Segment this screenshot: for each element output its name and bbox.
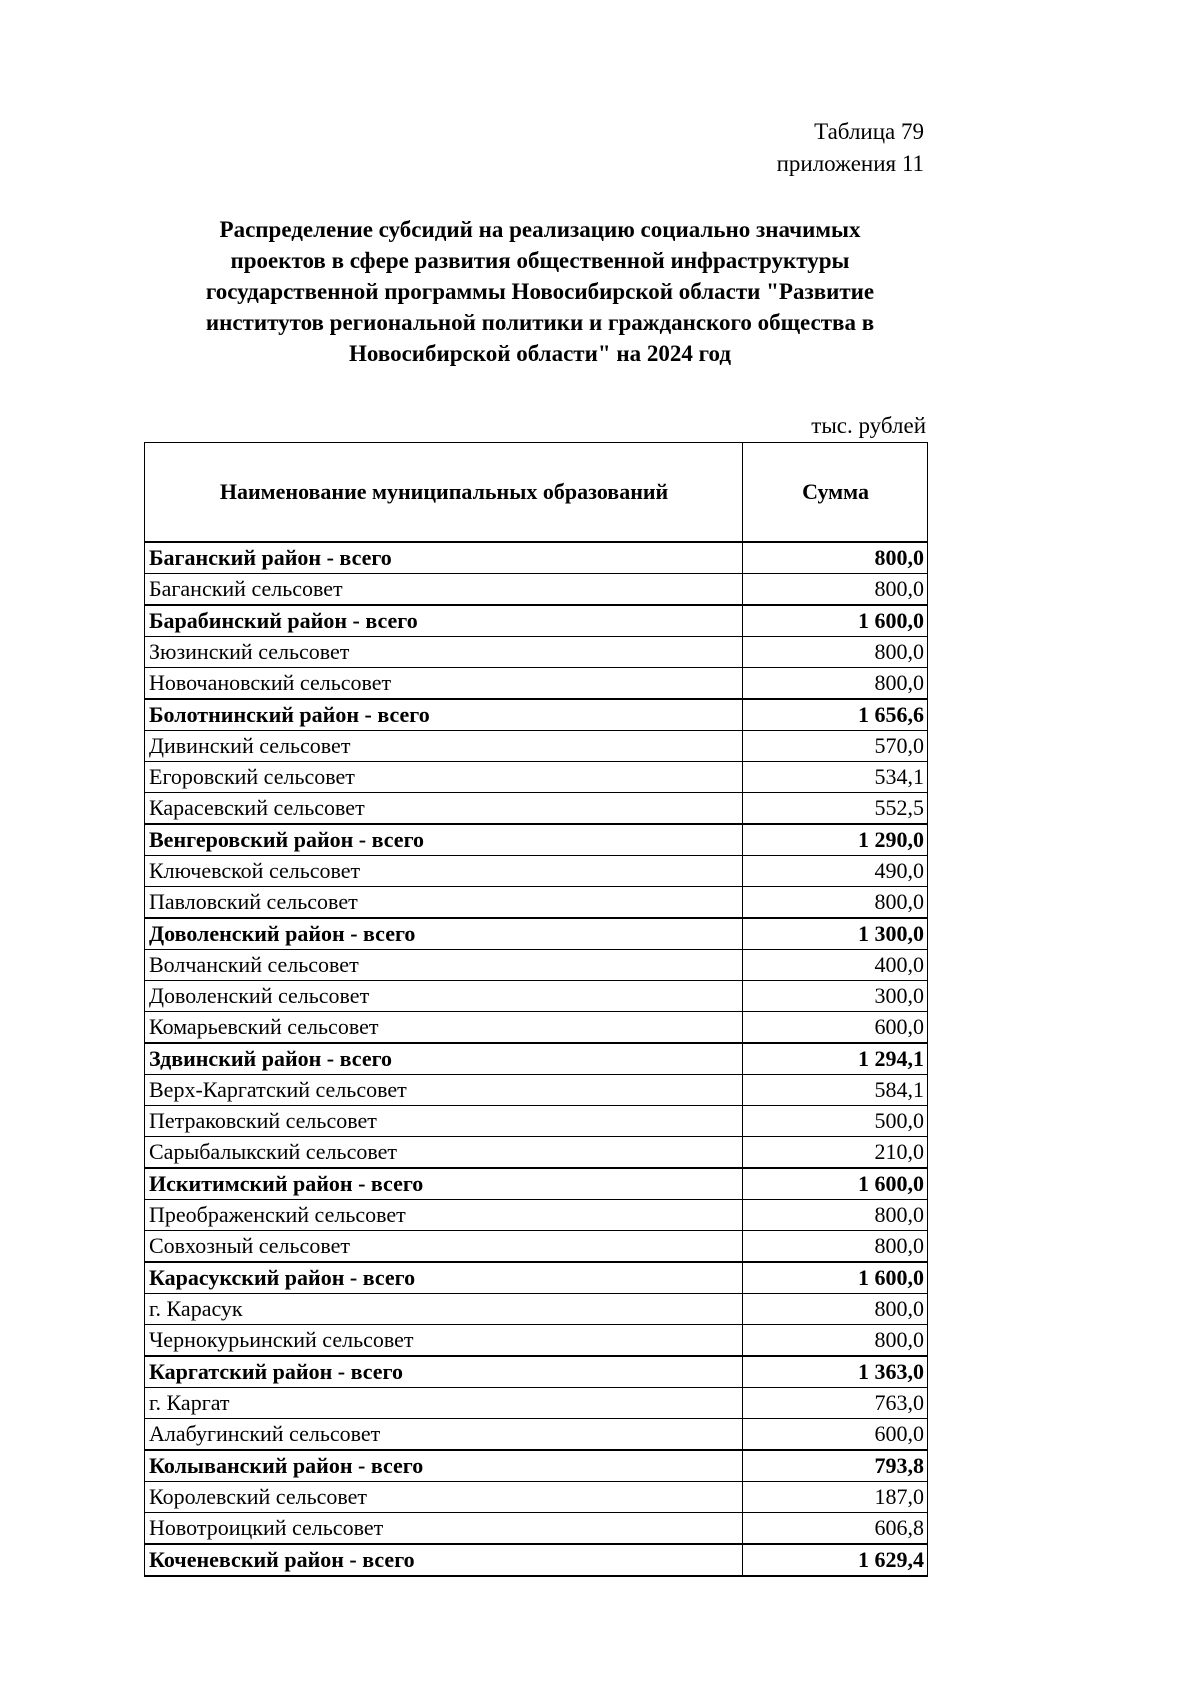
subsidy-amount: 570,0 <box>743 731 928 762</box>
municipality-name: Искитимский район - всего <box>145 1168 743 1200</box>
municipality-name: Здвинский район - всего <box>145 1043 743 1075</box>
municipality-name: Новочановский сельсовет <box>145 668 743 700</box>
municipality-name: Колыванский район - всего <box>145 1450 743 1482</box>
municipality-name: Болотнинский район - всего <box>145 699 743 731</box>
district-total-row <box>145 699 928 731</box>
subsidy-amount: 1 656,6 <box>743 699 928 731</box>
settlement-row <box>145 1200 928 1231</box>
settlement-row <box>145 731 928 762</box>
municipality-name: Преображенский сельсовет <box>145 1200 743 1231</box>
municipality-name: Карасевский сельсовет <box>145 793 743 825</box>
subsidy-amount: 793,8 <box>743 1450 928 1482</box>
appendix-number: приложения 11 <box>776 151 924 176</box>
title-line: Распределение субсидий на реализацию социально значимых <box>219 217 861 242</box>
title-line: институтов региональной политики и гражданского общества в <box>205 310 875 335</box>
units-label: тыс. рублей <box>811 413 926 438</box>
settlement-row <box>145 1075 928 1106</box>
settlement-row <box>145 1106 928 1137</box>
municipality-name: Баганский сельсовет <box>145 574 743 606</box>
subsidy-table <box>144 442 928 1577</box>
district-total-row <box>145 1043 928 1075</box>
settlement-row <box>145 887 928 919</box>
settlement-row <box>145 1012 928 1044</box>
subsidy-amount: 534,1 <box>743 762 928 793</box>
settlement-row <box>145 1388 928 1419</box>
subsidy-amount: 800,0 <box>743 1231 928 1263</box>
municipality-name: Комарьевский сельсовет <box>145 1012 743 1044</box>
municipality-name: Ключевской сельсовет <box>145 856 743 887</box>
subsidy-amount: 800,0 <box>743 1200 928 1231</box>
subsidy-amount: 1 363,0 <box>743 1356 928 1388</box>
subsidy-amount: 800,0 <box>743 1325 928 1357</box>
title-line: Новосибирской области" на 2024 год <box>349 341 731 366</box>
document-title <box>140 214 940 369</box>
municipality-name: Дивинский сельсовет <box>145 731 743 762</box>
settlement-row <box>145 1513 928 1545</box>
subsidy-amount: 763,0 <box>743 1388 928 1419</box>
district-total-row <box>145 1168 928 1200</box>
municipality-name: Зюзинский сельсовет <box>145 637 743 668</box>
column-header-sum: Сумма <box>743 443 928 543</box>
municipality-name: Каргатский район - всего <box>145 1356 743 1388</box>
table-reference <box>777 116 924 180</box>
municipality-name: Сарыбалыкский сельсовет <box>145 1137 743 1169</box>
subsidy-amount: 800,0 <box>743 574 928 606</box>
subsidy-amount: 1 629,4 <box>743 1544 928 1576</box>
subsidy-amount: 600,0 <box>743 1012 928 1044</box>
municipality-name: Совхозный сельсовет <box>145 1231 743 1263</box>
settlement-row <box>145 856 928 887</box>
title-line: проектов в сфере развития общественной инфраструктуры <box>230 248 850 273</box>
municipality-name: Карасукский район - всего <box>145 1262 743 1294</box>
subsidy-amount: 490,0 <box>743 856 928 887</box>
municipality-name: Новотроицкий сельсовет <box>145 1513 743 1545</box>
municipality-name: Баганский район - всего <box>145 542 743 574</box>
title-line: государственной программы Новосибирской области "Развитие <box>205 279 875 304</box>
municipality-name: Доволенский сельсовет <box>145 981 743 1012</box>
subsidy-amount: 606,8 <box>743 1513 928 1545</box>
settlement-row <box>145 981 928 1012</box>
municipality-name: г. Карасук <box>145 1294 743 1325</box>
municipality-name: Волчанский сельсовет <box>145 950 743 981</box>
subsidy-amount: 1 600,0 <box>743 1168 928 1200</box>
subsidy-amount: 300,0 <box>743 981 928 1012</box>
district-total-row <box>145 542 928 574</box>
subsidy-amount: 600,0 <box>743 1419 928 1451</box>
municipality-name: Егоровский сельсовет <box>145 762 743 793</box>
municipality-name: Алабугинский сельсовет <box>145 1419 743 1451</box>
municipality-name: Венгеровский район - всего <box>145 824 743 856</box>
table-body <box>145 542 928 1576</box>
subsidy-amount: 584,1 <box>743 1075 928 1106</box>
district-total-row <box>145 918 928 950</box>
municipality-name: Павловский сельсовет <box>145 887 743 919</box>
table-number: Таблица 79 <box>814 119 924 144</box>
subsidy-amount: 187,0 <box>743 1482 928 1513</box>
municipality-name: Коченевский район - всего <box>145 1544 743 1576</box>
subsidy-amount: 800,0 <box>743 1294 928 1325</box>
district-total-row <box>145 824 928 856</box>
subsidy-amount: 1 600,0 <box>743 1262 928 1294</box>
municipality-name: Петраковский сельсовет <box>145 1106 743 1137</box>
municipality-name: Верх-Каргатский сельсовет <box>145 1075 743 1106</box>
municipality-name: Королевский сельсовет <box>145 1482 743 1513</box>
settlement-row <box>145 950 928 981</box>
settlement-row <box>145 1419 928 1451</box>
subsidy-amount: 800,0 <box>743 542 928 574</box>
subsidy-amount: 1 294,1 <box>743 1043 928 1075</box>
subsidy-amount: 400,0 <box>743 950 928 981</box>
district-total-row <box>145 1544 928 1576</box>
table-header-row <box>145 443 928 543</box>
district-total-row <box>145 1356 928 1388</box>
settlement-row <box>145 793 928 825</box>
settlement-row <box>145 1231 928 1263</box>
subsidy-amount: 800,0 <box>743 637 928 668</box>
column-header-name: Наименование муниципальных образований <box>145 443 743 543</box>
municipality-name: г. Каргат <box>145 1388 743 1419</box>
municipality-name: Барабинский район - всего <box>145 605 743 637</box>
subsidy-amount: 210,0 <box>743 1137 928 1169</box>
settlement-row <box>145 1294 928 1325</box>
settlement-row <box>145 668 928 700</box>
subsidy-amount: 800,0 <box>743 668 928 700</box>
settlement-row <box>145 1137 928 1169</box>
district-total-row <box>145 1450 928 1482</box>
subsidy-amount: 552,5 <box>743 793 928 825</box>
settlement-row <box>145 637 928 668</box>
district-total-row <box>145 605 928 637</box>
subsidy-amount: 1 290,0 <box>743 824 928 856</box>
municipality-name: Чернокурьинский сельсовет <box>145 1325 743 1357</box>
district-total-row <box>145 1262 928 1294</box>
subsidy-amount: 800,0 <box>743 887 928 919</box>
settlement-row <box>145 762 928 793</box>
subsidy-amount: 1 300,0 <box>743 918 928 950</box>
settlement-row <box>145 1325 928 1357</box>
settlement-row <box>145 574 928 606</box>
municipality-name: Доволенский район - всего <box>145 918 743 950</box>
settlement-row <box>145 1482 928 1513</box>
subsidy-amount: 1 600,0 <box>743 605 928 637</box>
subsidy-amount: 500,0 <box>743 1106 928 1137</box>
